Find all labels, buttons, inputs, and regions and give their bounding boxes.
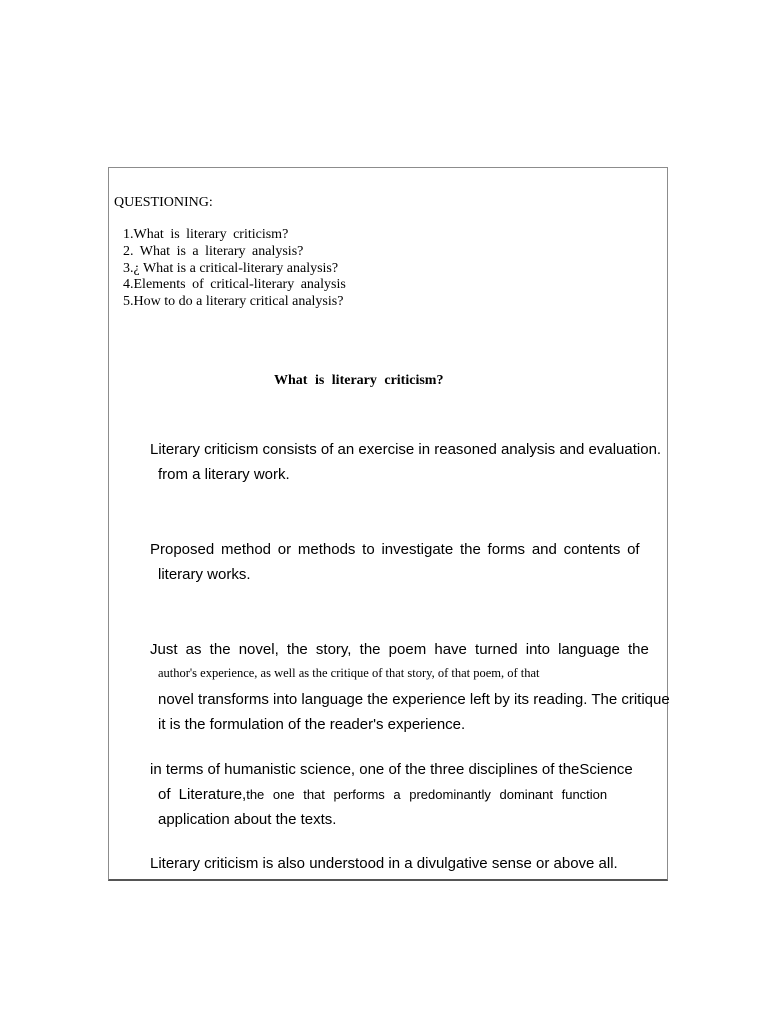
question-item: 4.Elements of critical-literary analysis [123,277,346,293]
question-item: 3.¿ What is a critical-literary analysis? [123,260,339,276]
paragraph-4-line-3: application about the texts. [158,811,337,828]
questions-list [123,227,346,311]
paragraph-3-line-3: novel transforms into language the experience left by its reading. The critique [158,691,670,708]
paragraph-2-line-2: literary works. [158,566,251,583]
questioning-heading: QUESTIONING: [114,195,213,210]
paragraph-4-line-2: of Literature,the one that performs a predominantly dominant function [158,786,608,803]
paragraph-2-line-1: Proposed method or methods to investigate the forms and contents of [150,541,640,558]
paragraph-4-line-1: in terms of humanistic science, one of the three disciplines of theScience [150,761,633,778]
question-item: 1.What is literary criticism? [123,227,289,242]
section-title: What is literary criticism? [274,373,444,388]
paragraph-3-line-2: author's experience, as well as the critique of that story, of that poem, of that [158,666,540,680]
paragraph-1-line-2: from a literary work. [158,466,290,483]
question-item: 2. What is a literary analysis? [123,243,304,259]
paragraph-5-line-1: Literary criticism is also understood in a divulgative sense or above all. [150,855,618,872]
paragraph-3-line-4: it is the formulation of the reader's experience. [158,716,466,733]
question-item: 5.How to do a literary critical analysis? [123,294,344,310]
paragraph-1-line-1: Literary criticism consists of an exercise in reasoned analysis and evaluation. [150,441,662,458]
paragraph-3-line-1: Just as the novel, the story, the poem have turned into language the [150,641,649,658]
